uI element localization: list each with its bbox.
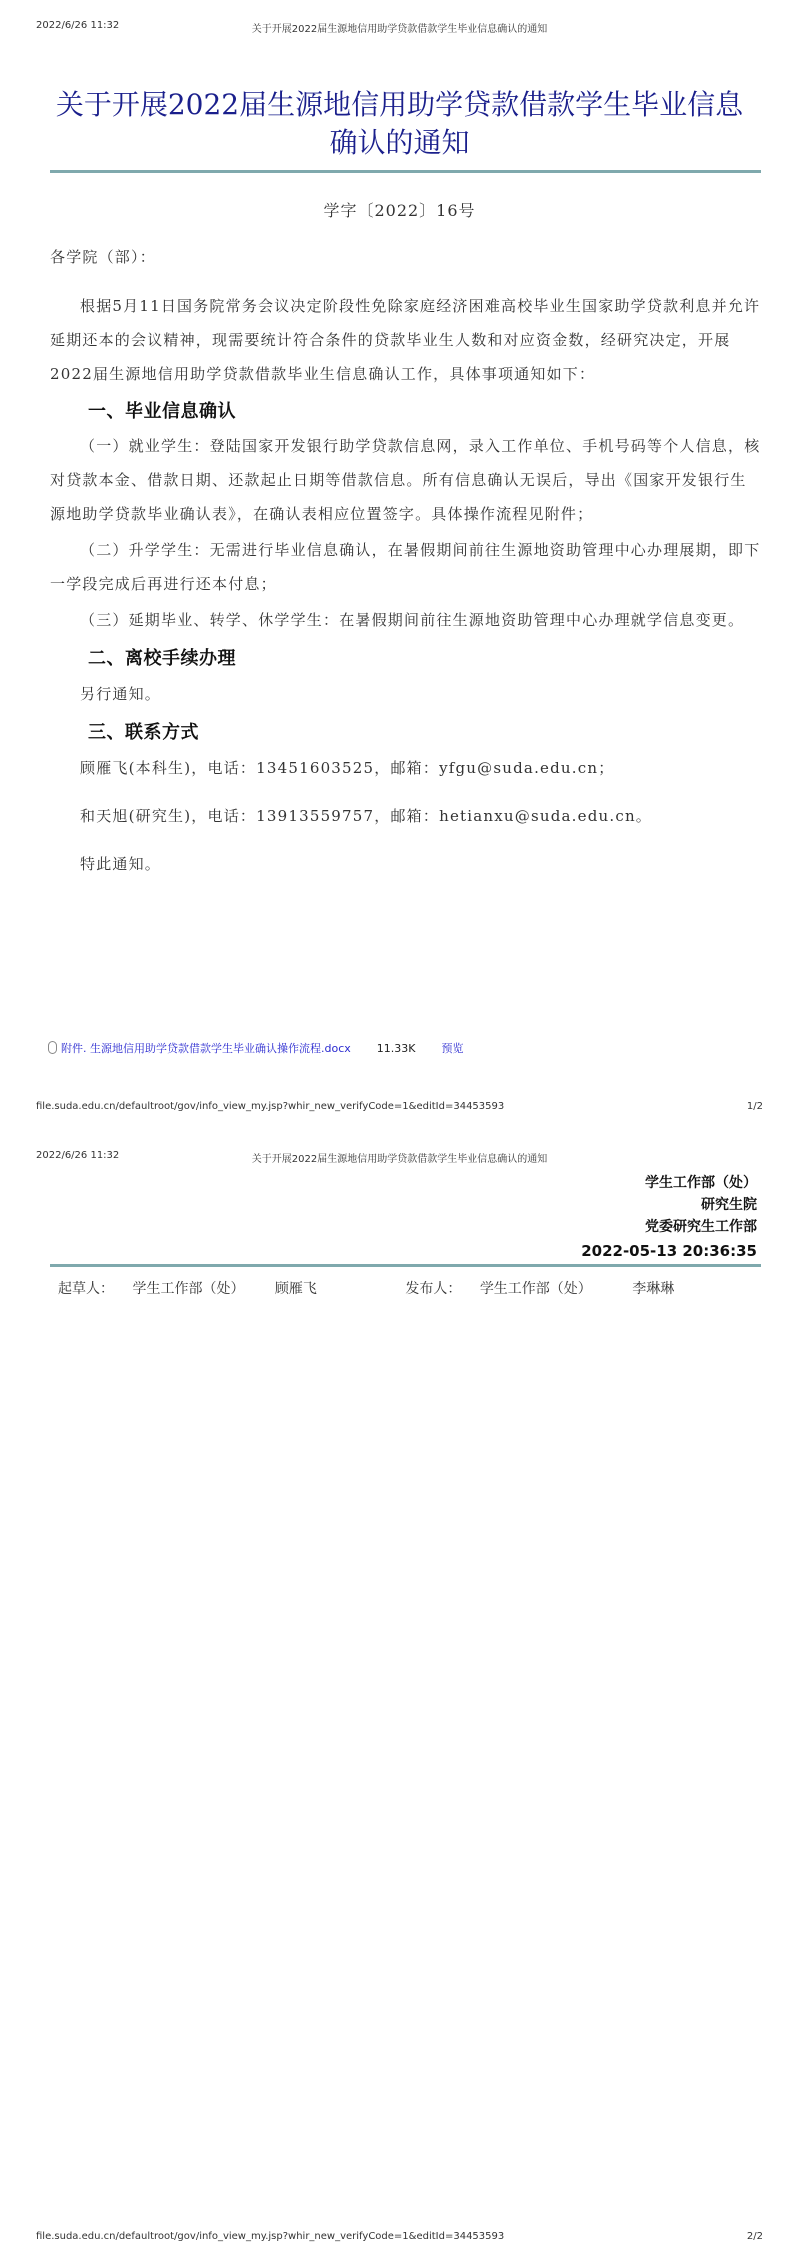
attachment-link[interactable]: 附件. 生源地信用助学贷款借款学生毕业确认操作流程.docx bbox=[61, 1042, 351, 1055]
section-1-item-1: （一）就业学生：登陆国家开发银行助学贷款信息网，录入工作单位、手机号码等个人信息，核对贷款本金、借款日期、还款起止日期等借款信息。所有信息确认无误后，导出《国家开发银行生源地助学贷款毕业确认表》，在确认表相应位置签字。具体操作流程见附件； bbox=[50, 437, 761, 523]
attachment-size: 11.33K bbox=[376, 1042, 416, 1055]
print-url: file.suda.edu.cn/defaultroot/gov/info_view_my.jsp?whir_new_verifyCode=1&editId=34453593 bbox=[36, 1101, 505, 1112]
attachment-preview-link[interactable]: 预览 bbox=[441, 1042, 464, 1055]
document-number: 学字〔2022〕16号 bbox=[323, 201, 476, 220]
page-number: 2/2 bbox=[746, 2231, 763, 2242]
title-divider bbox=[50, 170, 761, 173]
print-page-1 bbox=[0, 0, 799, 1130]
section-3-heading: 三、联系方式 bbox=[88, 722, 199, 743]
closing-text: 特此通知。 bbox=[80, 855, 162, 873]
publisher-dept: 学生工作部（处） bbox=[479, 1281, 592, 1297]
paperclip-icon bbox=[48, 1041, 57, 1054]
print-header bbox=[36, 20, 763, 36]
print-datetime: 2022/6/26 11:32 bbox=[36, 1150, 120, 1161]
signature-divider bbox=[50, 1264, 761, 1267]
contact-undergraduate: 顾雁飞(本科生)，电话：13451603525，邮箱：yfgu@suda.edu.cn； bbox=[80, 759, 615, 777]
print-url: file.suda.edu.cn/defaultroot/gov/info_view_my.jsp?whir_new_verifyCode=1&editId=34453593 bbox=[36, 2231, 505, 2242]
print-title: 关于开展2022届生源地信用助学贷款借款学生毕业信息确认的通知 bbox=[251, 24, 548, 35]
document-title: 关于开展2022届生源地信用助学贷款借款学生毕业信息确认的通知 bbox=[55, 88, 744, 159]
salutation: 各学院（部）： bbox=[50, 248, 156, 266]
signature-org-3: 党委研究生工作部 bbox=[645, 1219, 757, 1235]
signature-datetime: 2022-05-13 20:36:35 bbox=[581, 1242, 757, 1260]
signature-org-1: 学生工作部（处） bbox=[645, 1175, 757, 1191]
contact-graduate: 和天旭(研究生)，电话：13913559757，邮箱：hetianxu@suda.edu.cn。 bbox=[80, 807, 653, 825]
print-datetime: 2022/6/26 11:32 bbox=[36, 20, 120, 31]
attachment-row bbox=[48, 1040, 463, 1056]
print-header-2 bbox=[36, 1150, 763, 1166]
section-1-item-3: （三）延期毕业、转学、休学学生：在暑假期间前往生源地资助管理中心办理就学信息变更。 bbox=[80, 611, 745, 629]
section-1-heading: 一、毕业信息确认 bbox=[88, 401, 236, 422]
document-body bbox=[50, 246, 761, 881]
intro-paragraph: 根据5月11日国务院常务会议决定阶段性免除家庭经济困难高校毕业生国家助学贷款利息并允许延期还本的会议精神，现需要统计符合条件的贷款毕业生人数和对应资金数，经研究决定，开展2022届生源地信用助学贷款借款毕业生信息确认工作，具体事项通知如下： bbox=[50, 297, 761, 383]
drafter-dept: 学生工作部（处） bbox=[132, 1281, 245, 1297]
drafter-label: 起草人： bbox=[58, 1281, 114, 1297]
publisher-name: 李琳琳 bbox=[632, 1281, 675, 1297]
signature-org-2: 研究生院 bbox=[701, 1197, 757, 1213]
document-meta bbox=[58, 1278, 674, 1298]
page-number: 1/2 bbox=[746, 1101, 763, 1112]
drafter-name: 顾雁飞 bbox=[274, 1281, 317, 1297]
print-page-2 bbox=[0, 1130, 799, 2261]
section-1-item-2: （二）升学学生：无需进行毕业信息确认，在暑假期间前往生源地资助管理中心办理展期，即下一学段完成后再进行还本付息； bbox=[50, 541, 761, 593]
publisher-label: 发布人： bbox=[405, 1281, 462, 1297]
section-2-heading: 二、离校手续办理 bbox=[88, 648, 236, 669]
signature-block bbox=[581, 1172, 757, 1262]
section-2-text: 另行通知。 bbox=[80, 685, 162, 703]
print-title: 关于开展2022届生源地信用助学贷款借款学生毕业信息确认的通知 bbox=[251, 1154, 548, 1165]
